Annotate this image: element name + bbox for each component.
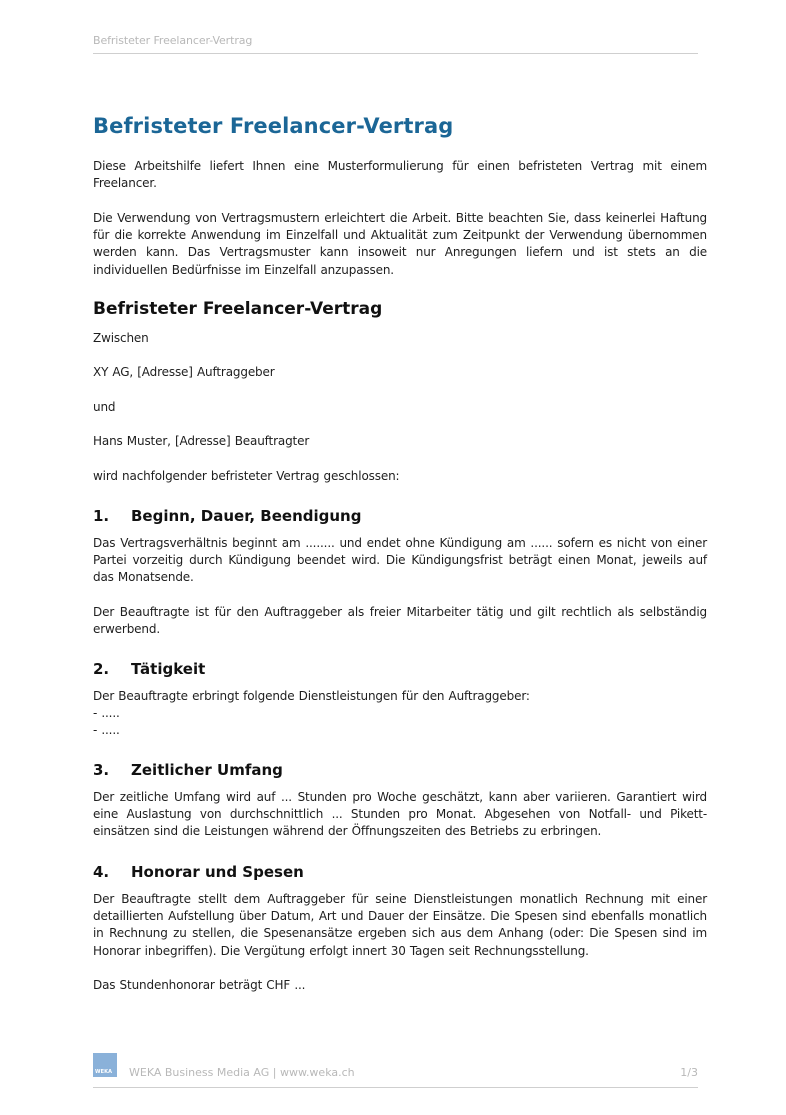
section-3-paragraph-1: Der zeitliche Umfang wird auf ... Stunden pro Woche geschätzt, kann aber variieren. Garantiert wird eine Auslastung von durchschnittlich ... Stunden pro Monat. Abgesehen von Notfall- und Pikett-einsätzen sind die Leistungen während der Öffnungszeiten des Betriebs zu erbringen. <box>93 790 707 839</box>
page-number: 1/3 <box>680 1066 698 1079</box>
section-number: 2. <box>93 660 110 678</box>
running-header-title: Befristeter Freelancer-Vertrag <box>93 34 253 47</box>
section-title: Tätigkeit <box>131 660 206 678</box>
section-1-paragraph-2: Der Beauftragte ist für den Auftraggeber als freier Mitarbeiter tätig und gilt rechtlich als selbständig erwerbend. <box>93 605 707 637</box>
parties-and: und <box>93 400 116 414</box>
section-1-paragraph-1: Das Vertragsverhältnis beginnt am ........ und endet ohne Kündigung am ...... sofern es nicht von einer Partei vorzeitig durch Kündigung beendet wird. Die Kündigungsfrist beträgt einen Monat, jeweils auf das Monatsende. <box>93 536 707 585</box>
section-title: Beginn, Dauer, Beendigung <box>131 507 362 525</box>
section-heading-1 <box>93 507 361 525</box>
party-contractor: Hans Muster, [Adresse] Beauftragter <box>93 434 310 448</box>
party-client: XY AG, [Adresse] Auftraggeber <box>93 365 275 379</box>
section-2-paragraph-1: Der Beauftragte erbringt folgende Dienstleistungen für den Auftraggeber: <box>93 689 530 703</box>
parties-closing: wird nachfolgender befristeter Vertrag geschlossen: <box>93 469 400 483</box>
section-title: Honorar und Spesen <box>131 863 304 881</box>
section-number: 4. <box>93 863 110 881</box>
section-heading-3 <box>93 761 283 779</box>
section-4-paragraph-2: Das Stundenhonorar beträgt CHF ... <box>93 978 306 992</box>
logo-text: WEKA <box>95 1069 113 1075</box>
parties-between: Zwischen <box>93 331 149 345</box>
weka-logo-icon <box>93 1053 117 1077</box>
header-divider <box>93 53 698 54</box>
section-heading-2 <box>93 660 205 678</box>
footer-publisher: WEKA Business Media AG | www.weka.ch <box>129 1066 355 1079</box>
footer-divider <box>93 1087 698 1088</box>
service-list-item: - ..... <box>93 723 120 738</box>
section-heading-4 <box>93 863 304 881</box>
intro-paragraph: Diese Arbeitshilfe liefert Ihnen eine Musterformulierung für einen befristeten Vertrag mit einem Freelancer. <box>93 159 707 191</box>
section-number: 3. <box>93 761 110 779</box>
document-title: Befristeter Freelancer-Vertrag <box>93 114 454 138</box>
service-list-item: - ..... <box>93 706 120 721</box>
section-number: 1. <box>93 507 110 525</box>
section-2-body <box>93 688 707 740</box>
disclaimer-paragraph: Die Verwendung von Vertragsmustern erleichtert die Arbeit. Bitte beachten Sie, dass keinerlei Haftung für die korrekte Anwendung im Einzelfall und Aktualität zum Zeitpunkt der Verwendung übernommen werden kann. Das Vertragsmuster kann insoweit nur Anregungen liefern und ist stets an die individuellen Bedürfnisse im Einzelfall anzupassen. <box>93 211 707 277</box>
section-title: Zeitlicher Umfang <box>131 761 283 779</box>
contract-title: Befristeter Freelancer-Vertrag <box>93 299 383 319</box>
section-4-paragraph-1: Der Beauftragte stellt dem Auftraggeber für seine Dienstleistungen monatlich Rechnung mit einer detaillierten Aufstellung über Datum, Art und Dauer der Einsätze. Die Spesen sind ebenfalls monatlich in Rechnung zu stellen, die Spesenansätze ergeben sich aus dem Anhang (oder: Die Spesen sind im Honorar inbegriffen). Die Vergütung erfolgt innert 30 Tagen seit Rechnungsstellung. <box>93 892 707 958</box>
